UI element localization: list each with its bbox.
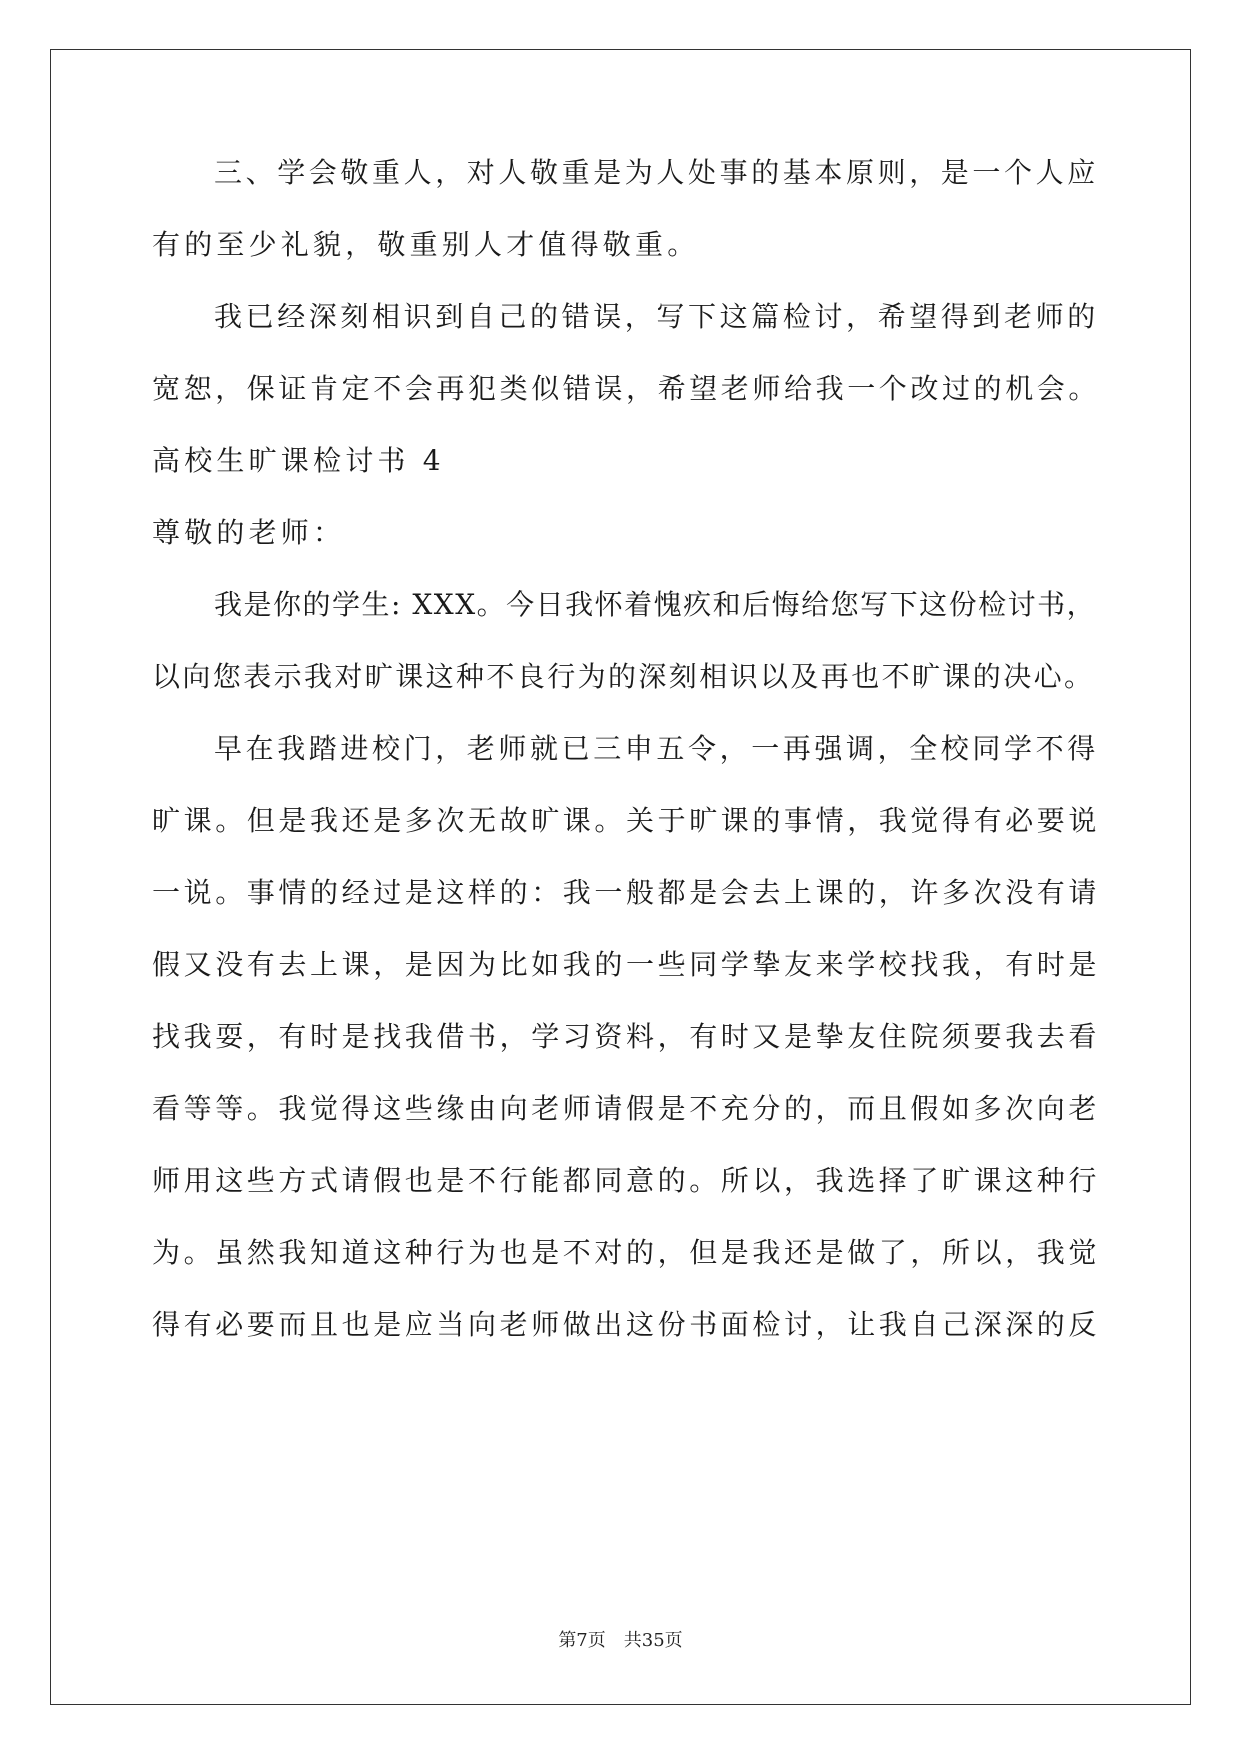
page-number: 第7页 [558, 1630, 606, 1651]
page-total: 共35页 [623, 1630, 683, 1651]
paragraph-line: 看等等。我觉得这些缘由向老师请假是不充分的，而且假如多次向老 [152, 1092, 1101, 1125]
paragraph-line: 我是你的学生: XXX。今日我怀着愧疚和后悔给您写下这份检讨书， [214, 588, 1097, 621]
paragraph-line: 有的至少礼貌，敬重别人才值得敬重。 [152, 228, 700, 261]
paragraph-line: 师用这些方式请假也是不行能都同意的。所以，我选择了旷课这种行 [152, 1164, 1101, 1197]
paragraph-line: 得有必要而且也是应当向老师做出这份书面检讨，让我自己深深的反 [152, 1308, 1101, 1341]
salutation: 尊敬的老师： [152, 516, 346, 549]
paragraph-line: 早在我踏进校门，老师就已三申五令，一再强调，全校同学不得 [214, 732, 1099, 765]
paragraph-line: 一说。事情的经过是这样的：我一般都是会去上课的，许多次没有请 [152, 876, 1101, 909]
paragraph-line: 我已经深刻相识到自己的错误，写下这篇检讨，希望得到老师的 [214, 300, 1099, 333]
paragraph-line: 为。虽然我知道这种行为也是不对的，但是我还是做了，所以，我觉 [152, 1236, 1101, 1269]
paragraph-line: 找我耍，有时是找我借书，学习资料，有时又是挚友住院须要我去看 [152, 1020, 1101, 1053]
page-footer [0, 1629, 1241, 1653]
paragraph-line: 宽恕，保证肯定不会再犯类似错误，希望老师给我一个改过的机会。 [152, 372, 1101, 405]
paragraph-line: 三、学会敬重人，对人敬重是为人处事的基本原则，是一个人应 [214, 156, 1099, 189]
paragraph-line: 假又没有去上课，是因为比如我的一些同学挚友来学校找我，有时是 [152, 948, 1101, 981]
section-heading: 高校生旷课检讨书 4 [152, 444, 445, 477]
paragraph-line: 以向您表示我对旷课这种不良行为的深刻相识以及再也不旷课的决心。 [152, 660, 1095, 693]
paragraph-line: 旷课。但是我还是多次无故旷课。关于旷课的事情，我觉得有必要说 [152, 804, 1101, 837]
